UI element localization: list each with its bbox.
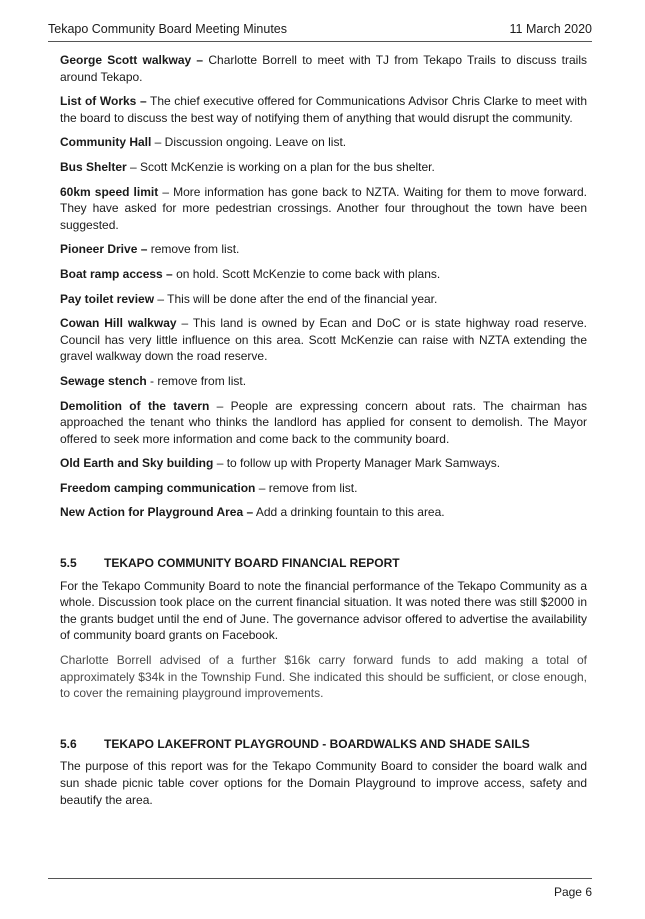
list-item (60, 373, 587, 390)
list-item (60, 93, 587, 126)
item-text: Charlotte Borrell to meet with TJ from Tekapo Trails to discuss trails around Tekapo. (60, 53, 587, 84)
item-text: – Discussion ongoing. Leave on list. (151, 135, 347, 150)
paragraph: The purpose of this report was for the Tekapo Community Board to consider the board walk and sun shade picnic table cover options for the Domain Playground to improve access, safety and beautify the area. (60, 759, 587, 807)
section-heading (60, 736, 587, 753)
page-header (48, 22, 592, 42)
item-text: – More information has gone back to NZTA. Waiting for them to move forward. They have asked for more pedestrian crossings. Another four throughout the town have been suggested. (60, 184, 588, 232)
item-label: Old Earth and Sky building (60, 456, 214, 471)
paragraph: For the Tekapo Community Board to note the financial performance of the Tekapo Community as a whole. Discussion took place on the current financial situation. It was noted there was still $2000 in the grants budget until the end of June. The governance advisor offered to advertise the availability of community board grants on Facebook. (60, 578, 587, 643)
item-text: The chief executive offered for Communications Advisor Chris Clarke to meet with the board to discuss the best way of notifying them of anything that would disrupt the community. (60, 94, 587, 125)
page-number: Page 6 (553, 885, 592, 899)
list-item (60, 241, 587, 258)
item-text: remove from list. (147, 242, 240, 257)
list-item (60, 291, 587, 308)
page-content (60, 52, 587, 816)
list-item (60, 52, 587, 85)
item-label: Freedom camping communication (60, 480, 256, 495)
item-label: George Scott walkway – (60, 53, 204, 67)
item-label: New Action for Playground Area – (60, 505, 254, 520)
section-5-6 (60, 736, 587, 808)
item-text: – Scott McKenzie is working on a plan for the bus shelter. (126, 159, 435, 174)
item-text: – People are expressing concern about rats. The chairman has approached the tenant who thinks the landlord has applied for consent to demolish. The Mayor offered to seek more information and come back to the community board. (60, 398, 588, 446)
section-heading (60, 555, 587, 572)
list-item (60, 266, 587, 283)
item-text: – This land is owned by Ecan and DoC or is state highway road reserve. Council has very little influence on this area. Scott McKenzie can raise with NZTA extending the gravel walkway down the road reserve. (60, 316, 587, 364)
item-text: – to follow up with Property Manager Mark Samways. (213, 456, 501, 471)
meeting-date: 11 March 2020 (509, 22, 592, 36)
page-footer (48, 878, 592, 899)
section-title: TEKAPO LAKEFRONT PLAYGROUND - BOARDWALKS AND SHADE SAILS (104, 736, 530, 751)
item-text: – This will be done after the end of the financial year. (154, 291, 438, 306)
list-item (60, 315, 587, 365)
item-text: Add a drinking fountain to this area. (253, 505, 445, 520)
list-item (60, 480, 587, 497)
section-number: 5.6 (60, 736, 77, 751)
list-item (60, 134, 587, 151)
section-5-5 (60, 555, 587, 702)
item-text: on hold. Scott McKenzie to come back with plans. (172, 266, 441, 281)
section-number: 5.5 (60, 556, 77, 571)
item-label: Pay toilet review (60, 291, 155, 306)
section-title: TEKAPO COMMUNITY BOARD FINANCIAL REPORT (104, 556, 400, 571)
item-label: Demolition of the tavern (60, 398, 210, 413)
list-item (60, 504, 587, 521)
list-item (60, 398, 587, 448)
item-text: - remove from list. (146, 373, 247, 388)
item-label: List of Works – (60, 94, 147, 109)
list-item (60, 184, 587, 234)
item-label: Pioneer Drive – (60, 242, 148, 257)
list-item (60, 455, 587, 472)
item-label: Cowan Hill walkway (60, 316, 177, 331)
paragraph: Charlotte Borrell advised of a further $16k carry forward funds to add making a total of approximately $34k in the Township Fund. She indicated this should be sufficient, or close enough, to cover the remaining playground improvements. (60, 653, 587, 701)
item-label: Community Hall (60, 135, 152, 150)
item-label: 60km speed limit (60, 184, 159, 199)
action-list (60, 52, 587, 521)
item-label: Sewage stench (60, 373, 147, 388)
item-label: Boat ramp access – (60, 266, 173, 281)
item-label: Bus Shelter (60, 159, 127, 174)
item-text: – remove from list. (255, 480, 358, 495)
document-title: Tekapo Community Board Meeting Minutes (48, 22, 288, 36)
list-item (60, 159, 587, 176)
